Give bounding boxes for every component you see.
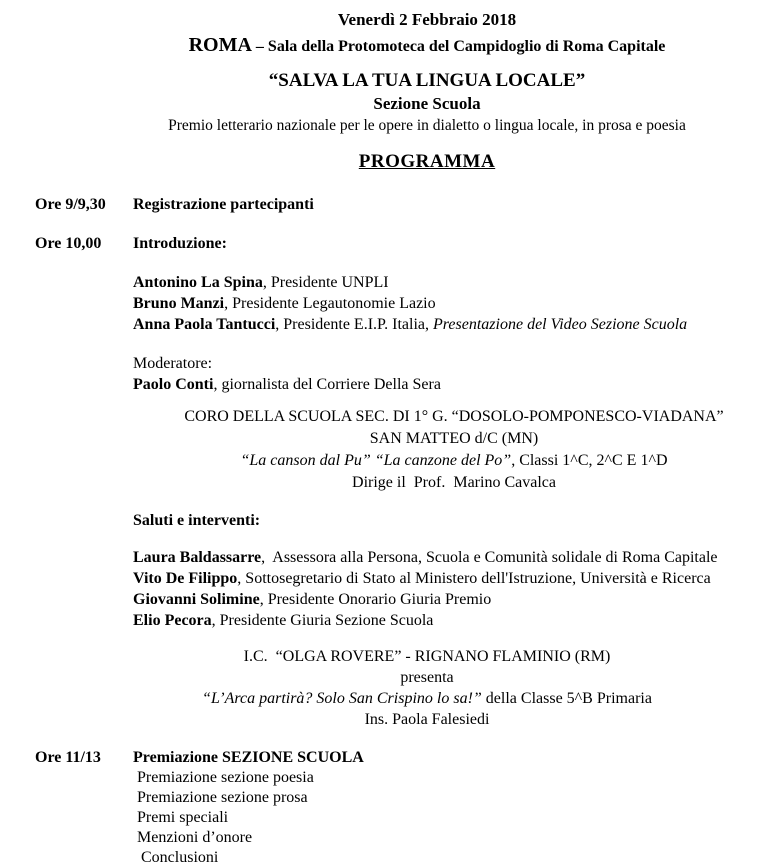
choir-director-line — [133, 472, 775, 494]
intro-speakers-list — [133, 272, 784, 335]
teacher-text: Ins. Paola Falesiedi — [364, 711, 490, 728]
schedule-title — [133, 747, 364, 768]
speaker-role: , Presidente Legautonomie Lazio — [224, 295, 436, 312]
schedule-time — [35, 233, 133, 254]
moderator-label — [133, 353, 784, 374]
schedule-row-introduction — [0, 233, 784, 254]
presents-text: presenta — [400, 669, 454, 686]
choir-classes: , Classi 1^C, 2^C E 1^D — [511, 452, 668, 469]
choir-school-text: CORO DELLA SCUOLA SEC. DI 1° G. “DOSOLO-POMPONESCO-VIADANA” — [184, 408, 724, 425]
schedule-title — [133, 233, 227, 254]
award-item-text: Menzioni d’onore — [137, 829, 253, 846]
speaker-note: Presentazione del Video Sezione Scuola — [433, 316, 688, 333]
schedule-time-text: Ore 9/9,30 — [35, 196, 106, 213]
event-subtitle-text: Premio letterario nazionale per le opere in dialetto o lingua locale, in prosa e poesia — [168, 117, 686, 134]
speaker-line — [133, 568, 784, 589]
speaker-role: , Presidente UNPLI — [262, 274, 389, 291]
event-title — [70, 68, 784, 93]
award-items-list — [137, 768, 784, 866]
work-line — [100, 688, 754, 709]
event-title-text: “SALVA LA TUA LINGUA LOCALE” — [268, 70, 586, 91]
award-item — [137, 848, 784, 866]
school-name-text: I.C. “OLGA ROVERE” - RIGNANO FLAMINIO (RM) — [243, 648, 611, 665]
speaker-role: , Presidente Giuria Sezione Scuola — [211, 612, 434, 629]
moderator-name: Paolo Conti — [133, 376, 214, 393]
speaker-name: Elio Pecora — [133, 612, 212, 629]
speaker-role: , Presidente Onorario Giuria Premio — [259, 591, 492, 608]
choir-block — [133, 406, 775, 494]
speaker-name: Laura Baldassarre — [133, 549, 262, 566]
greetings-speakers-list — [133, 547, 784, 631]
award-item — [137, 768, 784, 788]
event-section — [70, 93, 784, 115]
speaker-name: Vito De Filippo — [133, 570, 238, 587]
moderator-role: , giornalista del Corriere Della Sera — [213, 376, 441, 393]
speaker-line — [133, 589, 784, 610]
speaker-name: Antonino La Spina — [133, 274, 263, 291]
teacher-line — [100, 709, 754, 730]
speaker-role: , Assessora alla Persona, Scuola e Comunità solidale di Roma Capitale — [261, 549, 718, 566]
schedule-title-text: Premiazione SEZIONE SCUOLA — [133, 749, 364, 766]
city-name: ROMA — [188, 34, 252, 56]
schedule-row-registration — [0, 194, 784, 215]
event-date-text: Venerdì 2 Febbraio 2018 — [337, 10, 517, 29]
work-class: della Classe 5^B Primaria — [481, 690, 652, 707]
moderator-line — [133, 374, 784, 395]
venue-name: – Sala della Protomoteca del Campidoglio di Roma Capitale — [251, 38, 666, 55]
greetings-heading-text: Saluti e interventi: — [133, 512, 261, 529]
presents-line — [100, 667, 754, 688]
choir-school-line — [133, 406, 775, 428]
award-item-text: Premi speciali — [137, 809, 229, 826]
speaker-role: , Sottosegretario di Stato al Ministero dell'Istruzione, Università e Ricerca — [237, 570, 711, 587]
schedule-time — [35, 194, 133, 215]
speaker-name: Giovanni Solimine — [133, 591, 260, 608]
schedule-title-text: Introduzione: — [133, 235, 227, 252]
moderator-block — [133, 353, 784, 395]
program-heading — [70, 149, 784, 174]
work-title: “L’Arca partirà? Solo San Crispino lo sa!” — [202, 690, 482, 707]
program-heading-text: PROGRAMMA — [358, 151, 496, 172]
award-item — [137, 828, 784, 848]
speaker-role: , Presidente E.I.P. Italia, — [275, 316, 434, 333]
school-name-line — [100, 646, 754, 667]
event-section-text: Sezione Scuola — [373, 94, 481, 113]
schedule-row-awards — [0, 747, 784, 768]
schedule-time — [35, 747, 133, 768]
speaker-line — [133, 293, 784, 314]
speaker-line — [133, 547, 784, 568]
school-presentation-block — [100, 646, 754, 730]
speaker-line — [133, 272, 784, 293]
speaker-name: Anna Paola Tantucci — [133, 316, 276, 333]
event-location — [70, 33, 784, 59]
schedule-time-text: Ore 10,00 — [35, 235, 102, 252]
moderator-label-text: Moderatore: — [133, 355, 213, 372]
choir-town-text: SAN MATTEO d/C (MN) — [369, 430, 539, 447]
schedule-title-text: Registrazione partecipanti — [133, 196, 314, 213]
choir-town-line — [133, 428, 775, 450]
schedule-title — [133, 194, 314, 215]
award-item — [137, 808, 784, 828]
award-item-text: Premiazione sezione poesia — [137, 769, 314, 786]
speaker-name: Bruno Manzi — [133, 295, 225, 312]
document-header — [70, 9, 784, 174]
award-item — [137, 788, 784, 808]
choir-songs-line — [133, 450, 775, 472]
choir-director-text: Dirige il Prof. Marino Cavalca — [352, 474, 556, 491]
schedule-time-text: Ore 11/13 — [35, 749, 101, 766]
choir-song-titles: “La canson dal Pu” “La canzone del Po” — [240, 452, 512, 469]
speaker-line — [133, 610, 784, 631]
award-item-text: Conclusioni — [137, 849, 219, 866]
award-item-text: Premiazione sezione prosa — [137, 789, 308, 806]
event-subtitle — [70, 115, 784, 136]
greetings-heading — [133, 510, 784, 531]
event-date — [70, 9, 784, 31]
speaker-line — [133, 314, 784, 335]
